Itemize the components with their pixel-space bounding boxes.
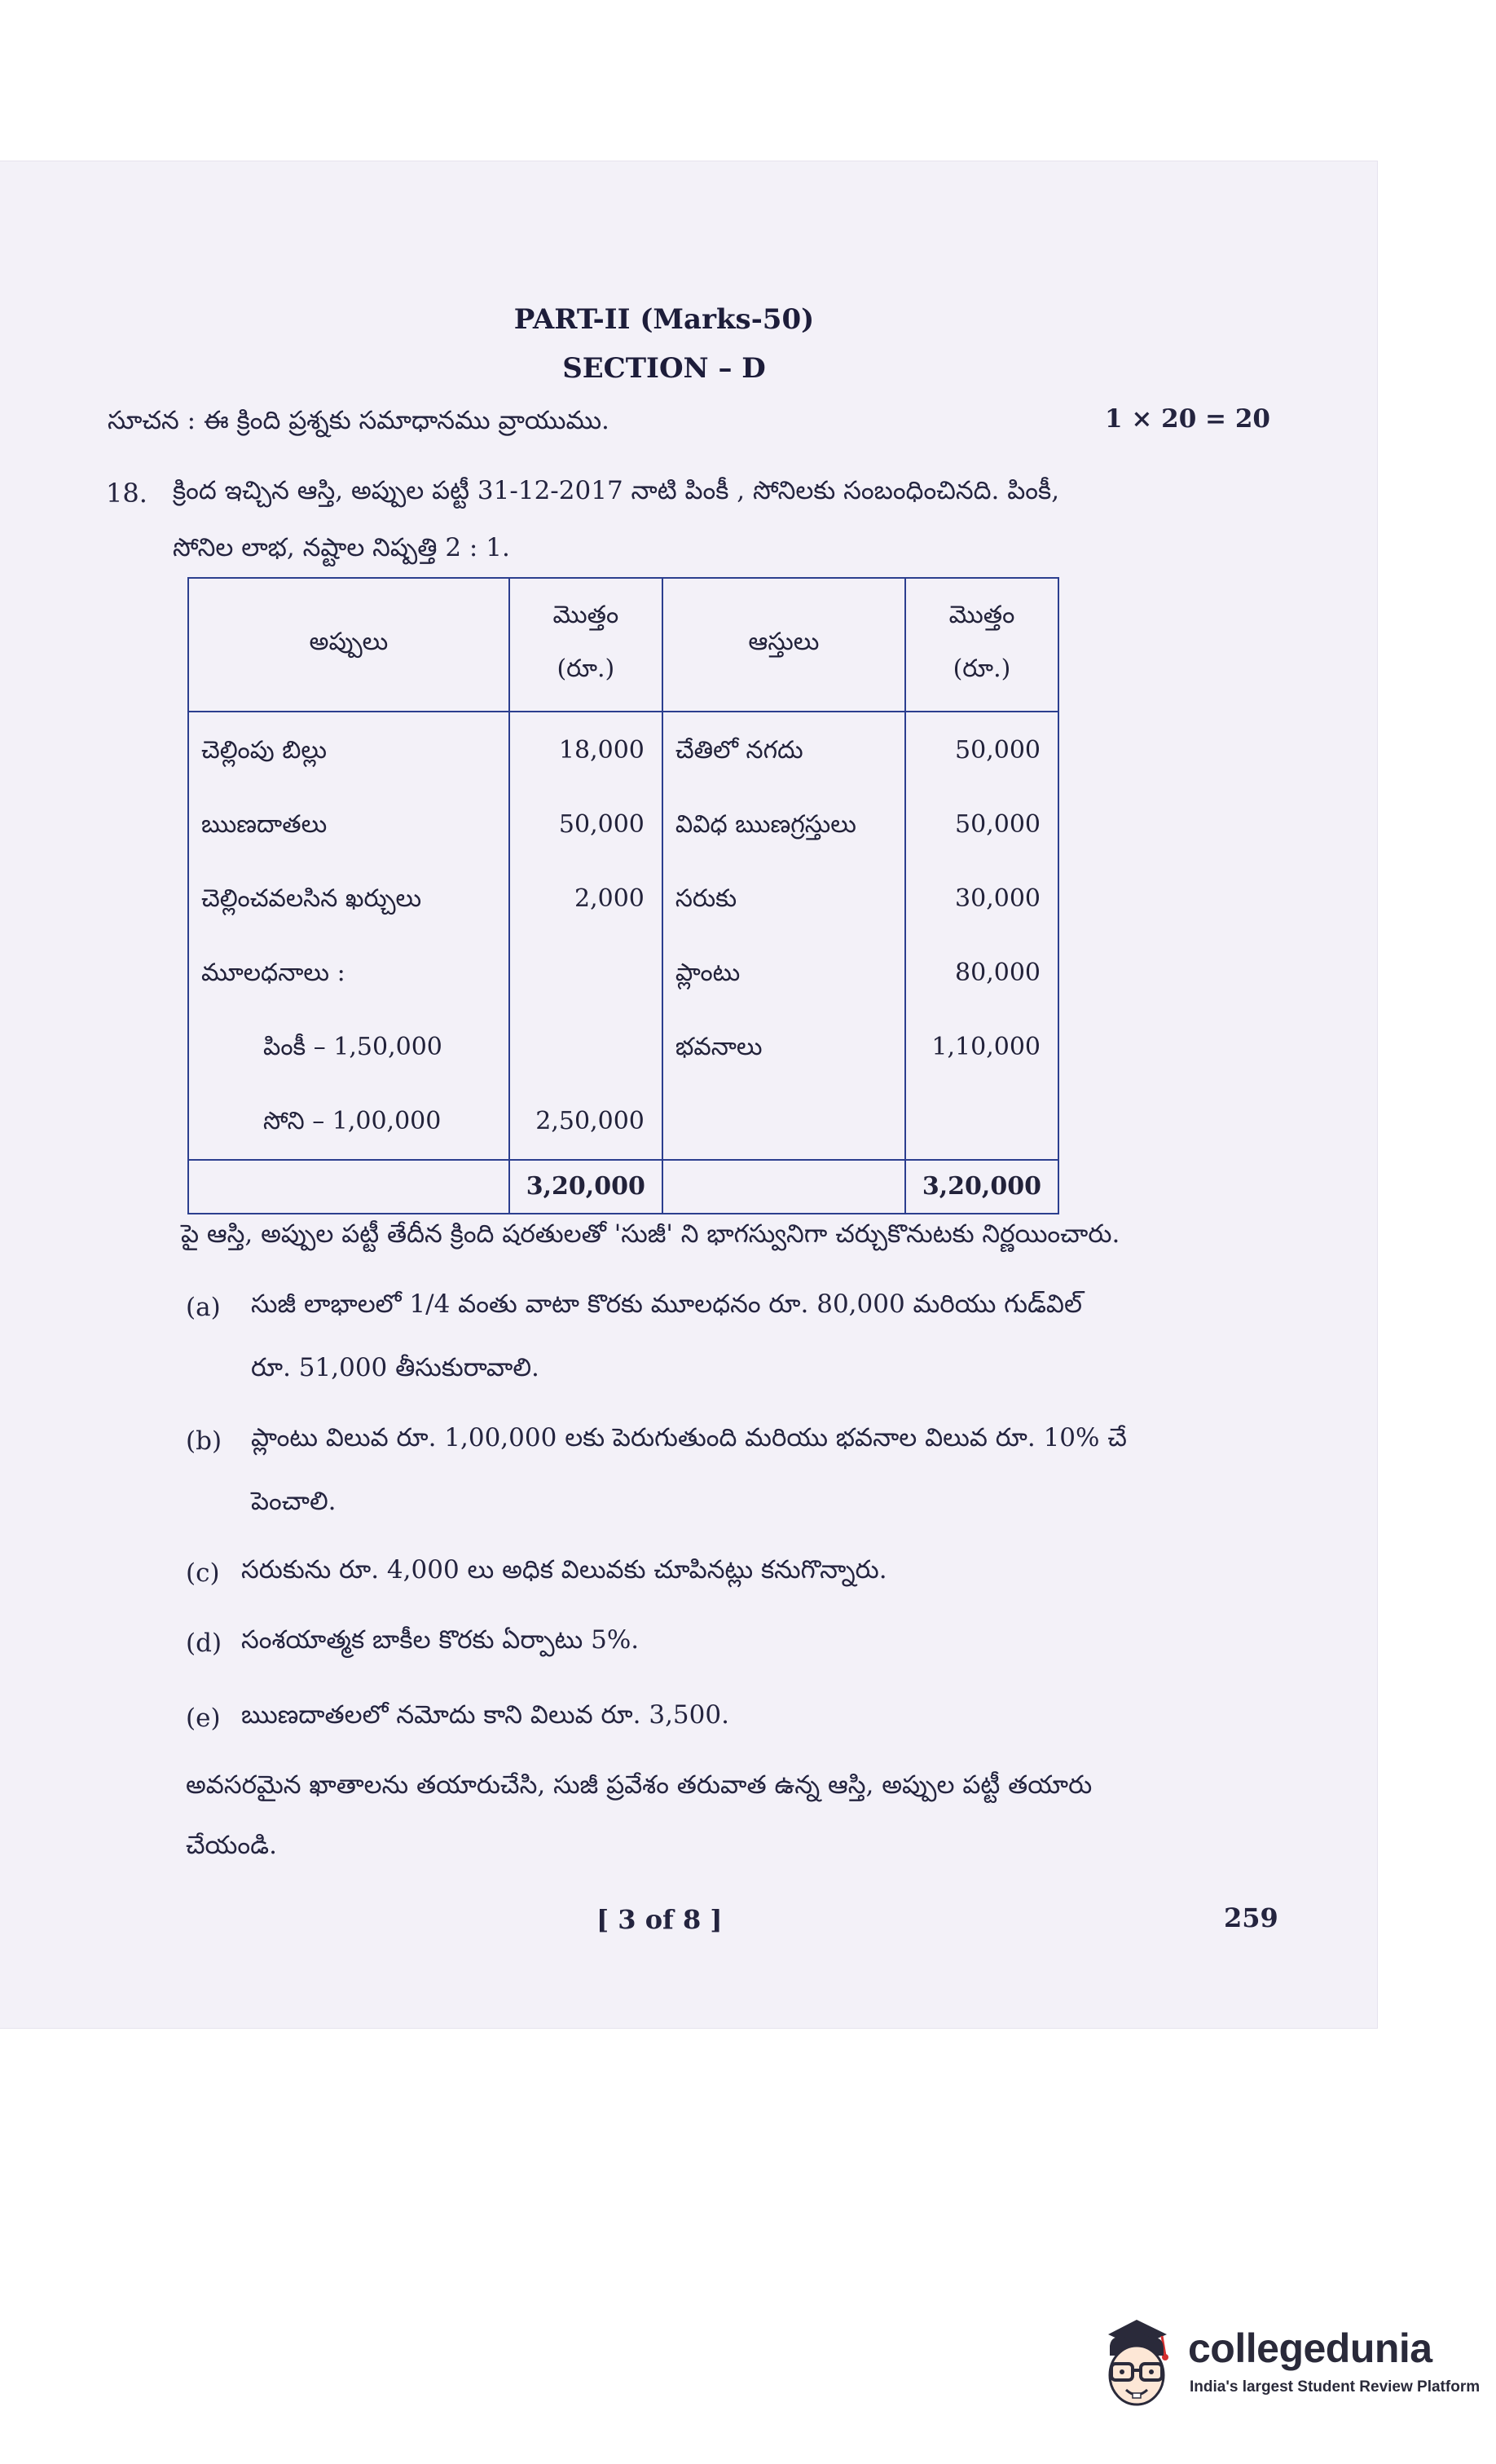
balance-sheet-table — [187, 577, 1059, 1214]
page-indicator: [ 3 of 8 ] — [596, 1904, 723, 1935]
marks-allocation: 1 × 20 = 20 — [1105, 404, 1270, 434]
condition-line: సంశయాత్మక బాకీల కొరకు ఏర్పాటు 5%. — [241, 1625, 640, 1655]
liability-label: పింకీ – 1,50,000 — [263, 1033, 442, 1061]
condition-line: సుజీ లాభాలలో 1/4 వంతు వాటా కొరకు మూలధనం రూ. 80,000 మరియు గుడ్‌విల్ — [251, 1289, 1082, 1319]
liability-label: మూలధనాలు : — [201, 959, 345, 987]
condition-line: సరుకును రూ. 4,000 లు అధిక విలువకు చూపినట్లు కనుగొన్నారు. — [241, 1555, 887, 1585]
instruction-text: సూచన : ఈ క్రింది ప్రశ్నకు సమాధానము వ్రాయుము. — [108, 406, 609, 435]
condition-line: రూ. 51,000 తీసుకురావాలి. — [251, 1353, 539, 1382]
section-heading: SECTION – D — [562, 352, 766, 385]
liability-amount: 2,50,000 — [535, 1107, 645, 1135]
liability-amount: 18,000 — [558, 736, 645, 765]
condition-label: (d) — [186, 1629, 222, 1658]
asset-amount: 50,000 — [955, 736, 1041, 765]
closing-line-1: అవసరమైన ఖాతాలను తయారుచేసి, సుజీ ప్రవేశం తరువాత ఉన్న ఆస్తి, అప్పుల పట్టీ తయారు — [186, 1770, 1093, 1800]
liabilities-total: 3,20,000 — [509, 1160, 662, 1214]
liability-label: చెల్లింపు బిల్లు — [201, 736, 328, 765]
liability-amount: 50,000 — [558, 810, 645, 839]
asset-amount: 80,000 — [955, 959, 1041, 987]
asset-amount: 50,000 — [955, 810, 1041, 839]
header-liabilities: అప్పులు — [188, 578, 509, 712]
question-number: 18. — [106, 478, 147, 509]
asset-label: భవనాలు — [675, 1033, 763, 1061]
asset-label: చేతిలో నగదు — [675, 736, 803, 765]
mascot-icon — [1092, 2313, 1181, 2419]
liability-label: ఋణదాతలు — [201, 810, 328, 839]
header-amount-liabilities: మొత్తం (రూ.) — [509, 578, 662, 712]
condition-line: ఋణదాతలలో నమోదు కాని విలువ రూ. 3,500. — [241, 1700, 729, 1730]
asset-label: వివిధ ఋణగ్రస్తులు — [675, 810, 856, 839]
condition-label: (b) — [186, 1426, 222, 1456]
part-heading: PART-II (Marks-50) — [513, 303, 815, 336]
closing-line-2: చేయండి. — [186, 1831, 277, 1860]
condition-line: ప్లాంటు విలువ రూ. 1,00,000 లకు పెరుగుతుంది మరియు భవనాల విలువ రూ. 10% చే — [251, 1423, 1127, 1452]
condition-label: (c) — [186, 1558, 220, 1588]
liability-amount — [511, 1010, 661, 1084]
asset-amount: 1,10,000 — [931, 1033, 1041, 1061]
liability-amount: 2,000 — [574, 884, 645, 913]
condition-label: (e) — [186, 1704, 221, 1733]
collegedunia-logo — [1092, 2313, 1481, 2419]
intro-line: పై ఆస్తి, అప్పుల పట్టీ తేదీన క్రింది షరతులతో 'సుజీ' ని భాగస్వునిగా చర్చుకొనుటకు నిర్ణయించారు. — [181, 1219, 1120, 1249]
question-line-2: సోనిల లాభ, నష్టాల నిష్పత్తి 2 : 1. — [173, 533, 510, 562]
liability-label: చెల్లించవలసిన ఖర్చులు — [201, 884, 422, 913]
liability-amount — [511, 936, 661, 1010]
assets-amount-column — [905, 712, 1058, 1160]
asset-amount: 30,000 — [955, 884, 1041, 913]
asset-label: ప్లాంటు — [675, 959, 741, 987]
condition-label: (a) — [186, 1293, 221, 1322]
liabilities-column — [188, 712, 509, 1160]
header-amount-assets: మొత్తం (రూ.) — [905, 578, 1058, 712]
brand-tagline: India's largest Student Review Platform — [1190, 2378, 1481, 2396]
liabilities-amount-column — [509, 712, 662, 1160]
condition-line: పెంచాలి. — [251, 1487, 337, 1516]
brand-name: collegedunia — [1188, 2325, 1432, 2371]
liability-label: సోని – 1,00,000 — [263, 1107, 442, 1135]
header-assets: ఆస్తులు — [662, 578, 905, 712]
assets-column — [662, 712, 905, 1160]
assets-total: 3,20,000 — [905, 1160, 1058, 1214]
asset-label: సరుకు — [675, 884, 737, 913]
question-line-1: క్రింద ఇచ్చిన ఆస్తి, అప్పుల పట్టీ 31-12-2017 నాటి పింకీ , సోనిలకు సంబంధించినది. పింకీ, — [173, 476, 1060, 505]
page-number: 259 — [1224, 1902, 1278, 1933]
